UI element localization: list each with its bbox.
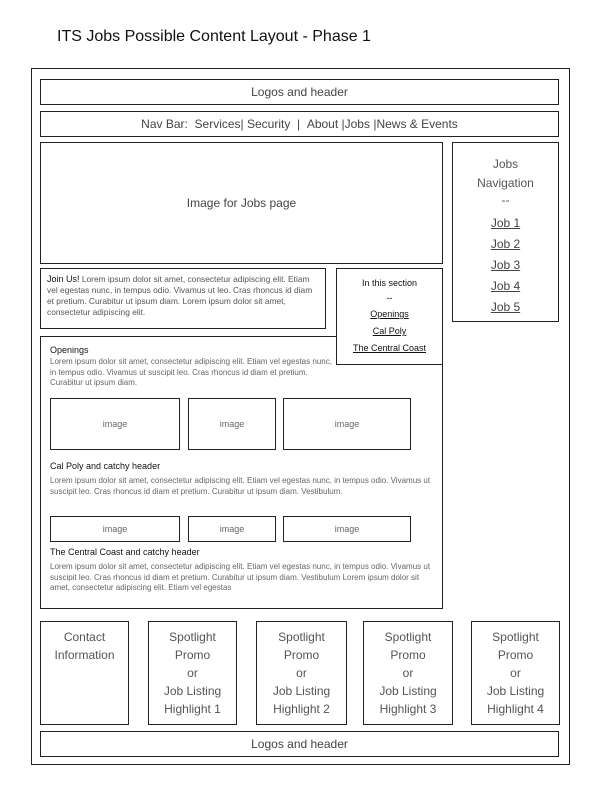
section-navigation-box [336, 268, 443, 365]
openings-image-3 [283, 398, 411, 450]
nav-item-news-events[interactable]: News & Events [376, 117, 458, 131]
spotlight-line: Promo [497, 648, 534, 662]
spotlight-line: Highlight 4 [487, 702, 544, 716]
image-label: image [219, 524, 245, 534]
join-us-lead: Join Us! [47, 274, 80, 284]
openings-image-2 [188, 398, 276, 450]
spotlight-line: Spotlight [278, 630, 325, 644]
nav-item-about[interactable]: About [306, 117, 339, 131]
spotlight-line: or [510, 666, 521, 680]
image-label: image [334, 524, 360, 534]
spotlight-line: Spotlight [492, 630, 539, 644]
spotlight-box-1 [148, 621, 237, 725]
section-link-cal-poly[interactable]: Cal Poly [372, 326, 407, 336]
spotlight-box-3 [363, 621, 453, 725]
nav-bar: Nav Bar: Services | Security | About | Jobs | News & Events [40, 111, 559, 137]
central-coast-text: Lorem ipsum dolor sit amet, consectetur adipiscing elit. Etiam vel egestas nunc, in tempus odio. Vivamus ut suscipit leo. Cras rhoncus id diam et pretium. Curabitur ut ipsum diam. Vestibulum Lorem ipsum dolor sit amet, consectetur adipiscing elit. Etiam vel egestas [50, 562, 431, 593]
calpoly-image-1 [50, 516, 180, 542]
spotlight-line: or [187, 666, 198, 680]
spotlight-line: Spotlight [384, 630, 432, 644]
spotlight-line: Highlight 1 [164, 702, 221, 716]
spotlight-line: Promo [390, 648, 426, 662]
spotlight-line: Job Listing [379, 684, 437, 698]
job-link-4[interactable]: Job 4 [490, 279, 521, 293]
openings-image-1 [50, 398, 180, 450]
nav-bar-prefix: Nav Bar: [141, 117, 188, 131]
spotlight-line: Spotlight [169, 630, 216, 644]
jobs-nav-separator: -- [501, 193, 510, 207]
join-us-text: Lorem ipsum dolor sit amet, consectetur adipiscing elit. Etiam vel egestas nunc, in tempus odio. Vivamus ut leo. Cras rhoncus id diam et pretium. Curabitur ut ipsum diam. Lorem ipsum dolor sit amet, consectetur adipiscing elit. [47, 274, 313, 317]
calpoly-text: Lorem ipsum dolor sit amet, consectetur adipiscing elit. Etiam vel egestas nunc, in tempus odio. Vivamus ut suscipit leo. Cras rhoncus id diam et pretium. Curabitur ut ipsum diam. Vestibulum. [50, 476, 431, 496]
spotlight-line: Promo [283, 648, 320, 662]
section-link-openings[interactable]: Openings [370, 309, 409, 319]
spotlight-line: Job Listing [486, 684, 545, 698]
calpoly-heading: Cal Poly and catchy header [50, 461, 161, 471]
spotlight-line: Job Listing [272, 684, 331, 698]
spotlight-line: Promo [174, 648, 211, 662]
jobs-nav-title-line1: Jobs [492, 157, 519, 171]
nav-item-jobs[interactable]: Jobs [344, 117, 370, 131]
contact-information-box [40, 621, 129, 725]
section-nav-separator: -- [386, 293, 393, 303]
job-link-3[interactable]: Job 3 [490, 258, 521, 272]
calpoly-image-2 [188, 516, 276, 542]
calpoly-image-3 [283, 516, 411, 542]
jobs-navigation-sidebar [452, 142, 559, 322]
spotlight-box-2 [256, 621, 347, 725]
openings-text: Lorem ipsum dolor sit amet, consectetur adipiscing elit. Etiam vel egestas nunc, in tempus odio. Vivamus ut suscipit leo. Cras rhoncus id diam et pretium. Curabitur ut ipsum diam. [50, 357, 332, 388]
top-header-box [40, 79, 559, 105]
image-label: image [102, 524, 128, 534]
openings-heading: Openings [50, 345, 89, 355]
image-label: image [334, 419, 360, 429]
image-label: image [219, 419, 245, 429]
section-link-central-coast[interactable]: The Central Coast [352, 343, 427, 353]
bottom-header-box [40, 731, 559, 757]
contact-line-1: Contact [63, 630, 106, 644]
job-link-1[interactable]: Job 1 [490, 216, 521, 230]
join-us-box [40, 268, 326, 329]
spotlight-line: Highlight 3 [379, 702, 437, 716]
spotlight-line: Job Listing [163, 684, 222, 698]
top-header-label: Logos and header [251, 85, 348, 99]
section-nav-title: In this section [361, 278, 418, 288]
main-content-area [40, 336, 443, 609]
central-coast-heading: The Central Coast and catchy header [50, 547, 200, 557]
spotlight-line: or [296, 666, 307, 680]
nav-item-services[interactable]: Services [194, 117, 241, 131]
job-link-5[interactable]: Job 5 [490, 300, 521, 314]
spotlight-line: or [402, 666, 414, 680]
job-link-2[interactable]: Job 2 [490, 237, 521, 251]
bottom-header-label: Logos and header [251, 737, 348, 751]
hero-image-label: Image for Jobs page [186, 196, 297, 210]
nav-item-security[interactable]: Security [247, 117, 291, 131]
jobs-nav-title-line2: Navigation [477, 176, 534, 190]
spotlight-line: Highlight 2 [273, 702, 330, 716]
contact-line-2: Information [54, 648, 115, 662]
page-title: ITS Jobs Possible Content Layout - Phase 1 [57, 28, 371, 45]
hero-image-placeholder [40, 142, 443, 264]
image-label: image [102, 419, 128, 429]
spotlight-box-4 [471, 621, 560, 725]
